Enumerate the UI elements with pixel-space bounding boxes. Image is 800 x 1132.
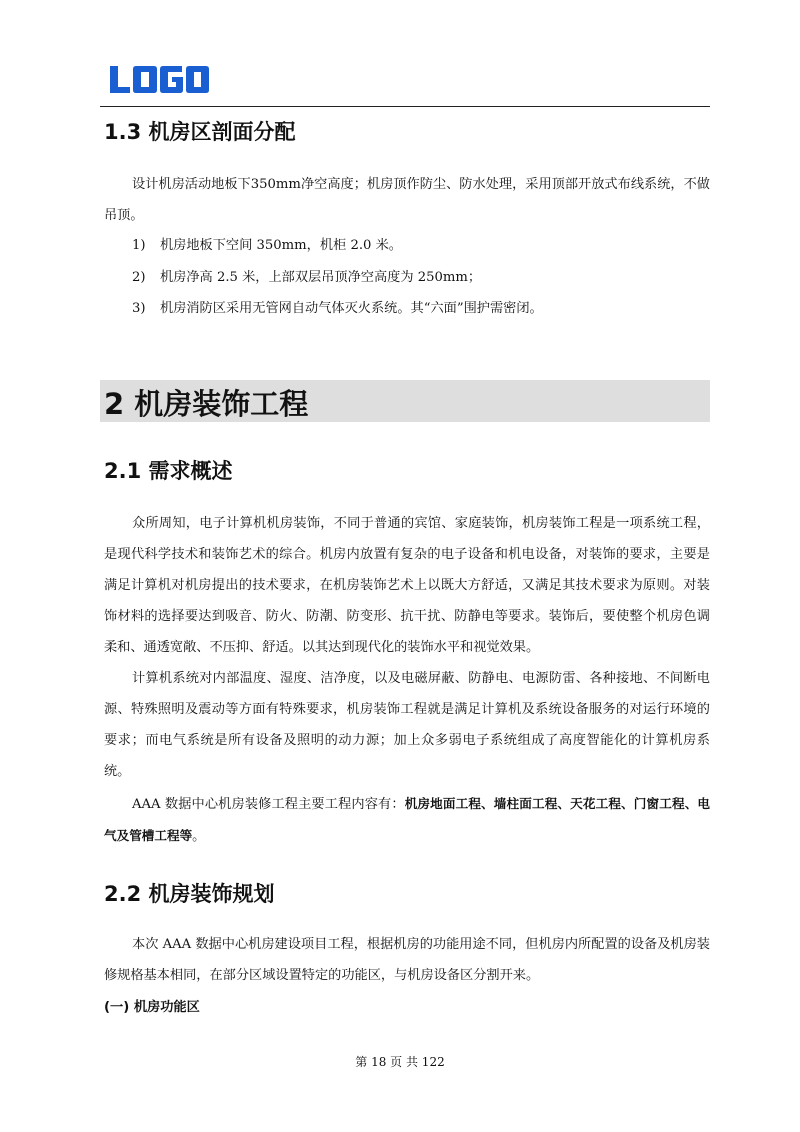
section-heading-1-3: 1.3 机房区剖面分配 xyxy=(104,120,296,144)
list-item: 3) 机房消防区采用无管网自动气体灭火系统。其“六面”围护需密闭。 xyxy=(132,301,543,316)
section-2-2-paragraph-1: 本次 AAA 数据中心机房建设项目工程，根据机房的功能用途不同，但机房内所配置的设备及机房装修规格基本相同，在部分区域设置特定的功能区，与机房设备区分割开来。 xyxy=(104,937,710,983)
work-items-bold: 机房地面工程、墙柱面工程、天花工程、门窗工程、电气及管槽工程等 xyxy=(104,796,711,843)
subsection-heading: (一) 机房功能区 xyxy=(104,1000,200,1015)
header-divider xyxy=(100,106,710,107)
logo xyxy=(108,62,210,96)
page-footer: 第 18 页 共 122 xyxy=(355,1055,445,1069)
section-2-1-paragraph-2: 计算机系统对内部温度、湿度、洁净度，以及电磁屏蔽、防静电、电源防雷、各种接地、不间断电源、特殊照明及震动等方面有特殊要求，机房装饰工程就是满足计算机及系统设备服务的对运行环境的要求；而电气系统是所有设备及照明的动力源；加上众多弱电子系统组成了高度智能化的计算机房系统。 xyxy=(104,671,710,779)
section-2-1-paragraph-3: AAA 数据中心机房装修工程主要工程内容有：机房地面工程、墙柱面工程、天花工程、门窗工程、电气及管槽工程等。 xyxy=(104,796,711,844)
section-heading-2-1: 2.1 需求概述 xyxy=(104,459,233,483)
section-heading-2-2: 2.2 机房装饰规划 xyxy=(104,882,275,906)
chapter-heading: 2 机房装饰工程 xyxy=(104,387,309,421)
section-2-1-paragraph-1: 众所周知，电子计算机机房装饰，不同于普通的宾馆、家庭装饰，机房装饰工程是一项系统工程，是现代科学技术和装饰艺术的综合。机房内放置有复杂的电子设备和机电设备，对装饰的要求，主要是满足计算机对机房提出的技术要求，在机房装饰艺术上以既大方舒适，又满足其技术要求为原则。对装饰材料的选择要达到吸音、防火、防潮、防变形、抗干扰、防静电等要求。装饰后，要使整个机房色调柔和、通透宽敞、不压抑、舒适。以其达到现代化的装饰水平和视觉效果。 xyxy=(104,516,710,655)
section-1-3-intro: 设计机房活动地板下350mm净空高度；机房顶作防尘、防水处理，采用顶部开放式布线系统，不做吊顶。 xyxy=(104,177,710,223)
list-item: 1) 机房地板下空间 350mm，机柜 2.0 米。 xyxy=(132,238,402,253)
list-item: 2) 机房净高 2.5 米，上部双层吊顶净空高度为 250mm； xyxy=(132,270,482,285)
